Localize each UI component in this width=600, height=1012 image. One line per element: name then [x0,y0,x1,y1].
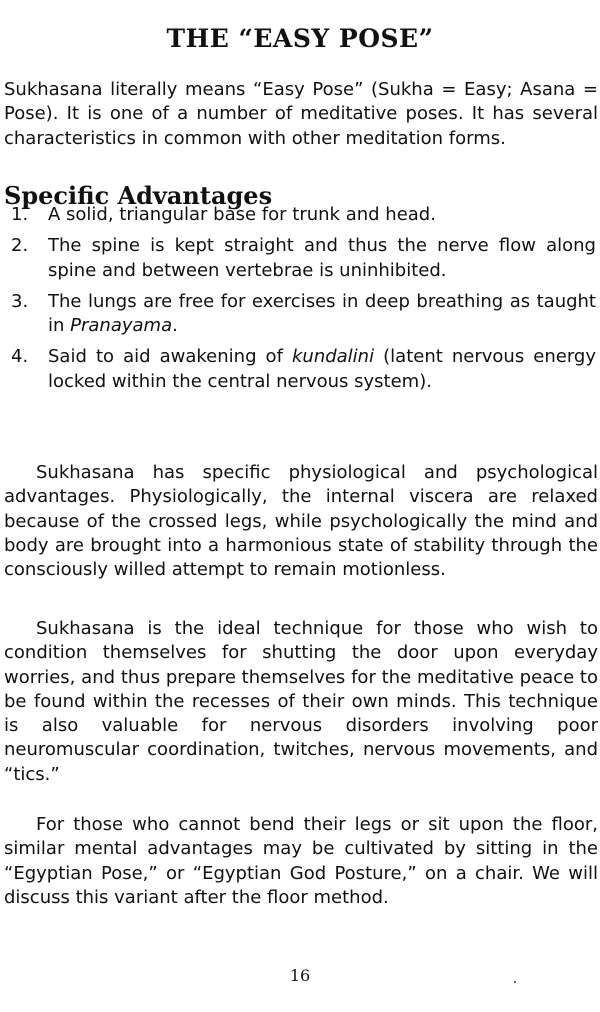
list-item-text-part: The spine is kept straight and thus the nerve flow along spine and between vertebrae is uninhibited. [48,235,596,281]
list-item-text-part: . [172,315,178,337]
list-item [0,203,600,227]
list-item-text [48,291,596,336]
list-item-number: 2. [11,235,29,257]
body-paragraph-advantages: Sukhasana has specific physiological and psychological advantages. Physiologically, the internal viscera are relaxed because of the crossed legs, while psychologically the mind and body are brought into a harmonious state of stability through the consciously willed attempt to remain motionless. [4,462,598,581]
list-item-number: 1. [11,204,29,225]
page-title: THE “EASY POSE” [166,23,434,53]
body-paragraph-egyptian-pose: For those who cannot bend their legs or sit upon the floor, similar mental advantages may be cultivated by sitting in the “Egyptian Pose,” or “Egyptian God Posture,” on a chair. We will discuss this variant after the floor method. [4,814,598,908]
list-item-text [48,235,596,280]
advantages-list [0,203,600,401]
list-item [0,290,600,339]
list-item-number: 4. [11,346,29,368]
italic-term: Pranayama [70,315,173,337]
intro-paragraph: Sukhasana literally means “Easy Pose” (Sukha = Easy; Asana = Pose). It is one of a number of meditative poses. It has several characteristics in common with other meditation forms. [4,79,598,149]
list-item [0,345,600,394]
list-item-number: 3. [11,290,29,312]
list-item-text-part: The lungs are free for exercises in deep breathing as taught in [48,290,596,337]
page-number: 16 [289,966,311,985]
list-item-text [48,346,596,391]
body-paragraph-ideal-technique: Sukhasana is the ideal technique for those who wish to condition themselves for shutting the door upon everyday worries, and thus prepare themselves for the meditative peace to be found within the recesses of their own minds. This technique is also valuable for nervous disorders involving poor neuromuscular coordination, twitches, nervous movements, and “tics.” [4,618,598,785]
list-item-text-part: Said to aid awakening of [48,346,292,368]
section-heading: Specific Advantages [4,180,273,210]
list-item-text-part: (latent nervous energy locked within the central nervous system). [48,346,596,392]
list-item [0,234,600,283]
list-item-text [48,204,436,225]
italic-term: kundalini [291,346,375,368]
list-item-text-part: A solid, triangular base for trunk and head. [48,204,436,225]
